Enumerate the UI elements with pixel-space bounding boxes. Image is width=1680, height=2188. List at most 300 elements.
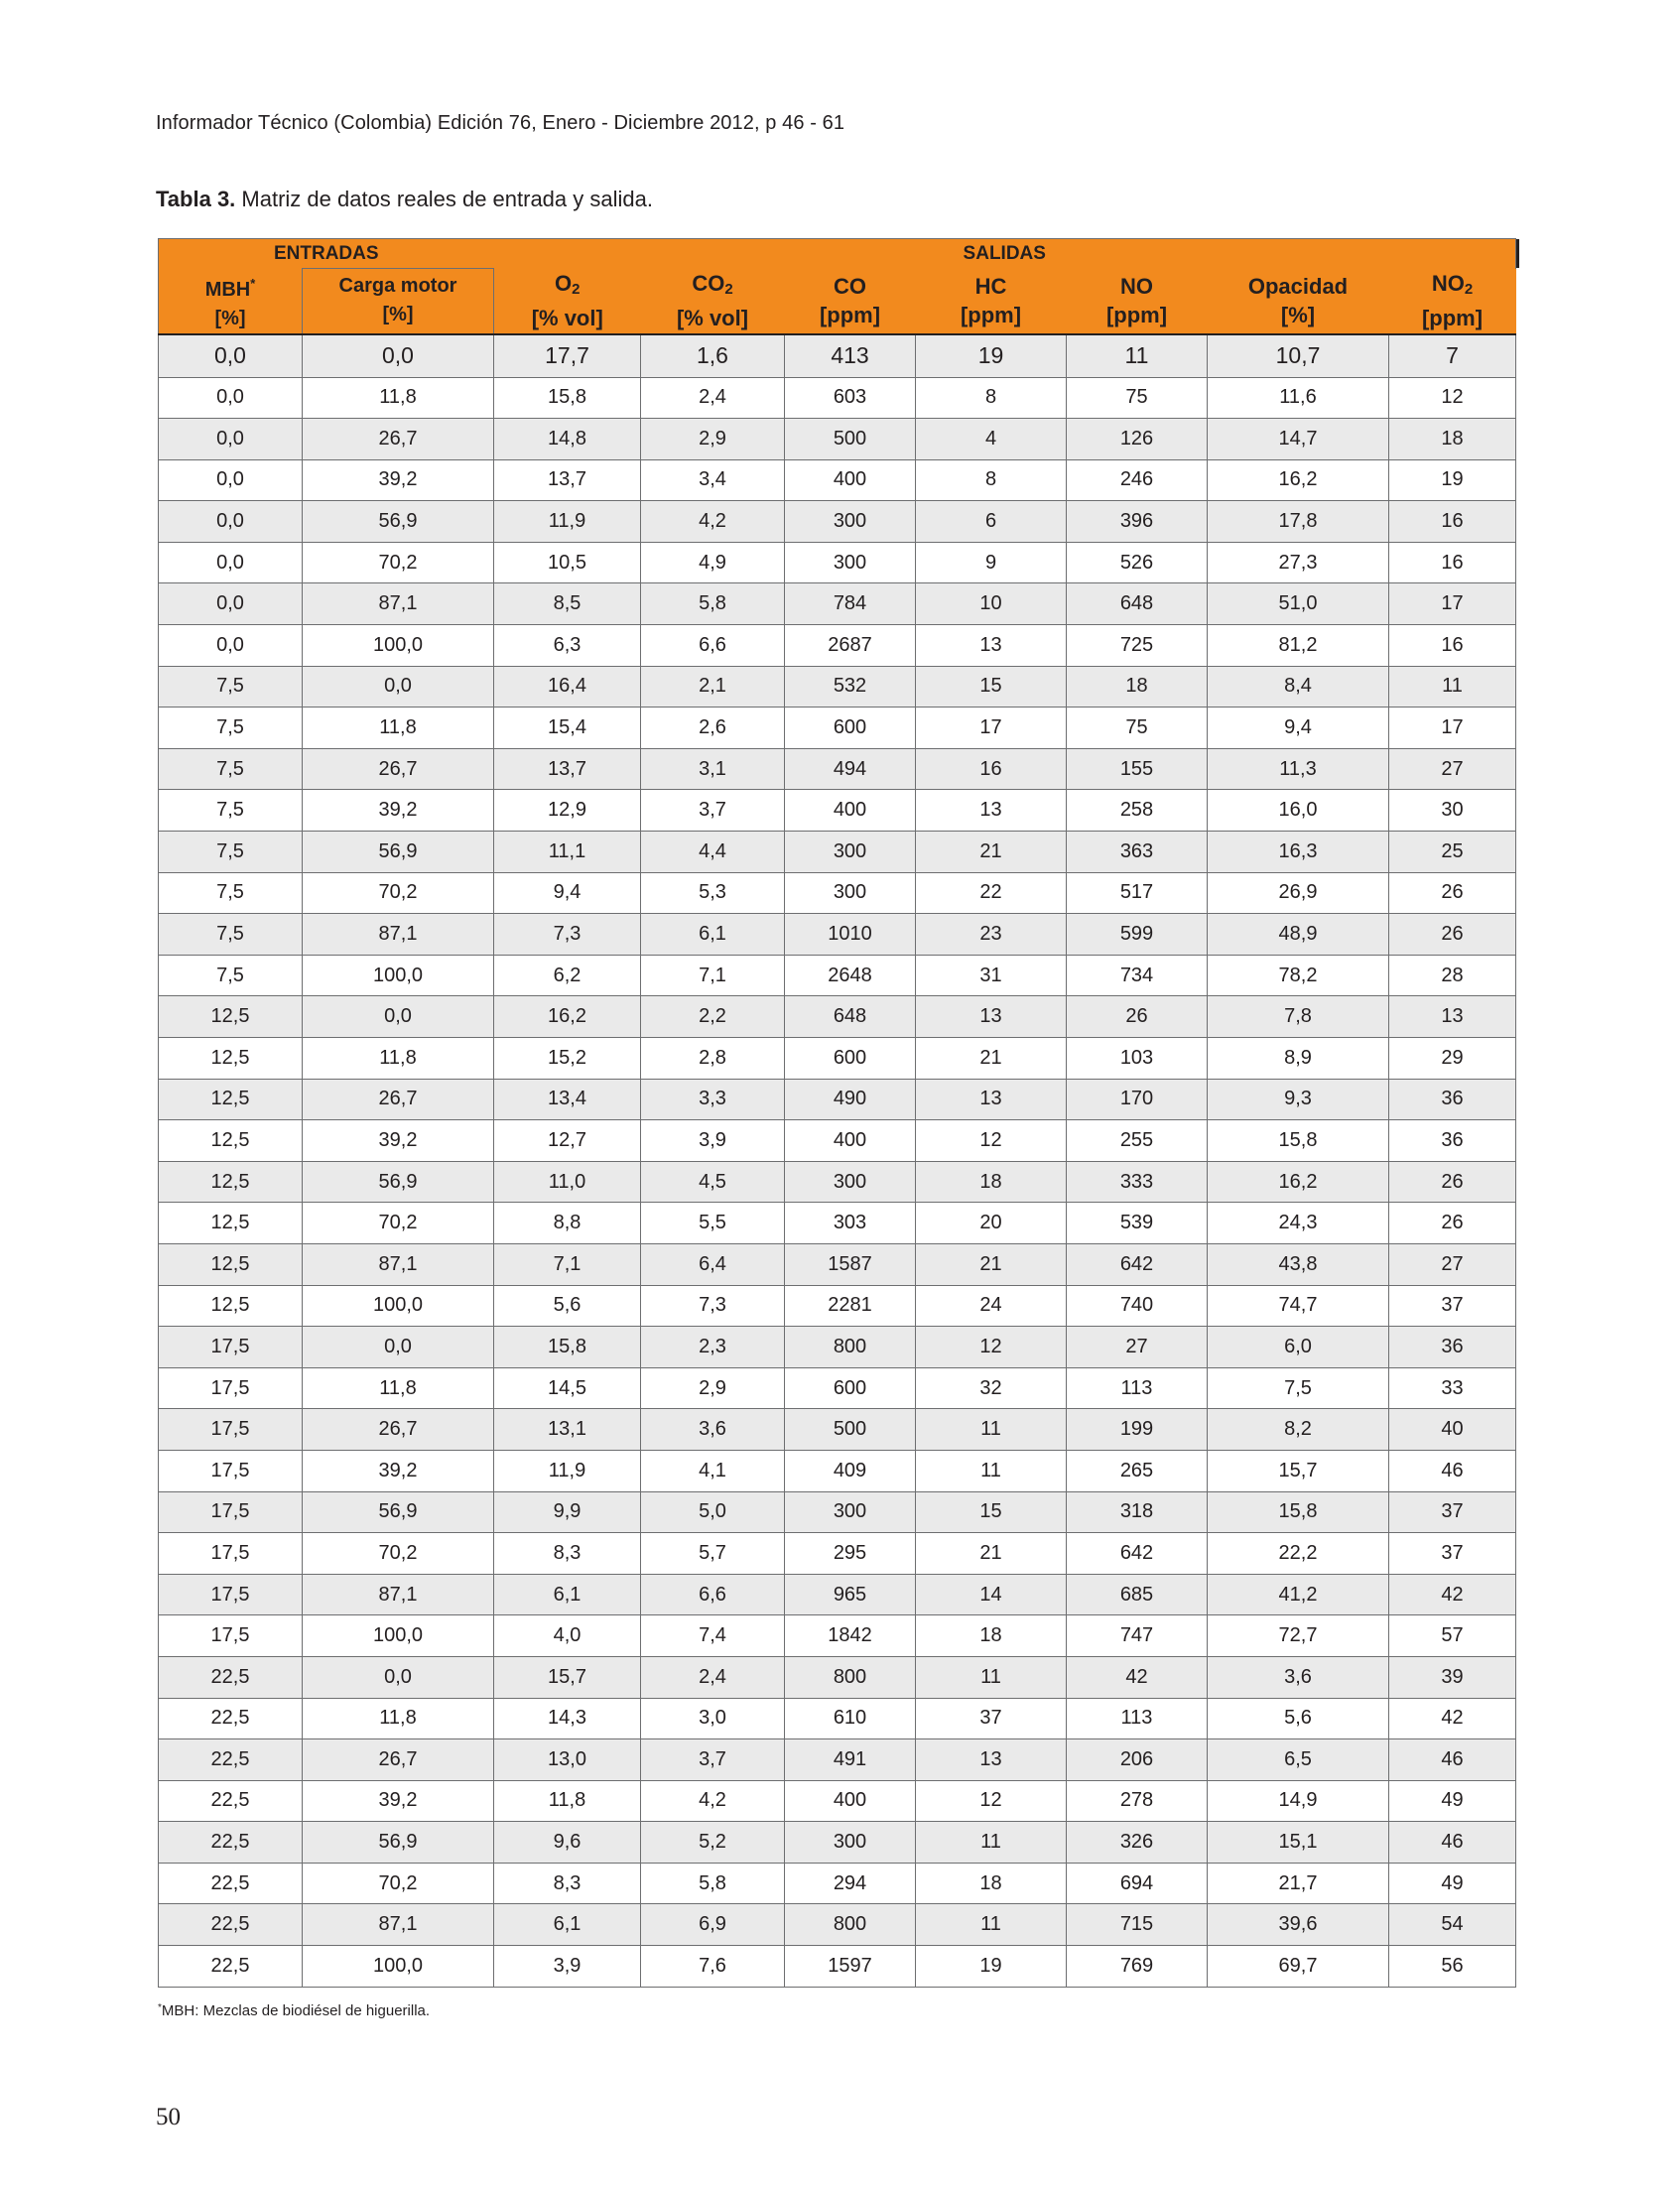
table-cell: 56,9 — [303, 1161, 494, 1203]
table-cell: 4,5 — [641, 1161, 785, 1203]
column-header-name: $NO_2$ — [1431, 271, 1474, 298]
column-header-name: $CO_2$ — [692, 271, 733, 298]
table-cell: 7,5 — [159, 748, 303, 790]
table-cell: 22,5 — [159, 1780, 303, 1822]
table-cell: 4,2 — [641, 501, 785, 543]
table-cell: 303 — [785, 1203, 916, 1244]
table-cell: 7 — [1389, 334, 1516, 378]
table-row — [159, 748, 1516, 790]
table-cell: 32 — [916, 1367, 1067, 1409]
table-cell: 4,1 — [641, 1450, 785, 1491]
table-cell: 7,4 — [641, 1615, 785, 1657]
table-cell: 87,1 — [303, 914, 494, 956]
table-row — [159, 1120, 1516, 1162]
table-row — [159, 1161, 1516, 1203]
table-cell: 800 — [785, 1327, 916, 1368]
table-cell: 13 — [916, 790, 1067, 832]
table-cell: 22,5 — [159, 1863, 303, 1904]
table-cell: 3,6 — [1208, 1656, 1389, 1698]
table-cell: 500 — [785, 419, 916, 460]
table-cell: 2,2 — [641, 996, 785, 1038]
table-cell: 4,2 — [641, 1780, 785, 1822]
column-header-name: Opacidad — [1247, 274, 1349, 299]
table-cell: 517 — [1067, 872, 1208, 914]
table-cell: 22,2 — [1208, 1533, 1389, 1575]
table-row — [159, 1946, 1516, 1988]
table-cell: 2281 — [785, 1285, 916, 1327]
table-cell: 15,2 — [494, 1038, 641, 1080]
table-cell: 26,7 — [303, 419, 494, 460]
table-cell: 103 — [1067, 1038, 1208, 1080]
table-cell: 965 — [785, 1574, 916, 1615]
table-cell: 56,9 — [303, 1822, 494, 1864]
table-cell: 100,0 — [303, 1285, 494, 1327]
table-cell: 500 — [785, 1409, 916, 1451]
table-cell: 9 — [916, 542, 1067, 583]
data-table-container — [158, 238, 1515, 1988]
table-cell: 6,1 — [494, 1574, 641, 1615]
table-cell: 0,0 — [159, 419, 303, 460]
table-cell: 740 — [1067, 1285, 1208, 1327]
subscript: 2 — [572, 281, 581, 298]
table-cell: 747 — [1067, 1615, 1208, 1657]
table-cell: 0,0 — [303, 996, 494, 1038]
table-cell: 26,7 — [303, 1409, 494, 1451]
table-row — [159, 1574, 1516, 1615]
table-cell: 18 — [1067, 666, 1208, 708]
table-cell: 100,0 — [303, 625, 494, 667]
group-header-entradas: ENTRADAS — [159, 239, 494, 269]
table-cell: 75 — [1067, 708, 1208, 749]
table-cell: 694 — [1067, 1863, 1208, 1904]
column-header-unit: [%] — [382, 304, 414, 326]
table-row — [159, 1739, 1516, 1781]
table-cell: 5,8 — [641, 1863, 785, 1904]
table-cell: 2,1 — [641, 666, 785, 708]
table-cell: 300 — [785, 1491, 916, 1533]
table-cell: 600 — [785, 1038, 916, 1080]
table-cell: 27 — [1389, 748, 1516, 790]
table-cell: 27,3 — [1208, 542, 1389, 583]
table-cell: 12,5 — [159, 1120, 303, 1162]
table-cell: 11,1 — [494, 832, 641, 873]
table-cell: 48,9 — [1208, 914, 1389, 956]
table-cell: 22,5 — [159, 1946, 303, 1988]
table-cell: 30 — [1389, 790, 1516, 832]
table-cell: 600 — [785, 708, 916, 749]
table-cell: 14,3 — [494, 1698, 641, 1739]
table-row — [159, 1285, 1516, 1327]
table-cell: 12 — [916, 1120, 1067, 1162]
table-cell: 22 — [916, 872, 1067, 914]
table-cell: 11,8 — [494, 1780, 641, 1822]
table-cell: 17,5 — [159, 1533, 303, 1575]
table-cell: 0,0 — [159, 377, 303, 419]
table-cell: 17,5 — [159, 1327, 303, 1368]
table-cell: 11 — [916, 1656, 1067, 1698]
table-row — [159, 1656, 1516, 1698]
table-cell: 300 — [785, 1161, 916, 1203]
table-cell: 27 — [1067, 1327, 1208, 1368]
table-cell: 7,3 — [641, 1285, 785, 1327]
table-cell: 2,6 — [641, 708, 785, 749]
table-cell: 19 — [1389, 459, 1516, 501]
table-cell: 21 — [916, 1533, 1067, 1575]
table-cell: 42 — [1389, 1698, 1516, 1739]
table-cell: 11,8 — [303, 377, 494, 419]
table-cell: 17,5 — [159, 1574, 303, 1615]
column-header-mbh — [159, 269, 303, 334]
table-cell: 75 — [1067, 377, 1208, 419]
table-cell: 49 — [1389, 1863, 1516, 1904]
table-cell: 27 — [1389, 1243, 1516, 1285]
table-cell: 39,6 — [1208, 1904, 1389, 1946]
table-row — [159, 542, 1516, 583]
table-cell: 12 — [1389, 377, 1516, 419]
table-cell: 0,0 — [159, 542, 303, 583]
table-cell: 14,9 — [1208, 1780, 1389, 1822]
table-cell: 3,1 — [641, 748, 785, 790]
table-cell: 11 — [916, 1409, 1067, 1451]
table-cell: 46 — [1389, 1739, 1516, 1781]
column-header-o2 — [494, 269, 641, 334]
table-cell: 87,1 — [303, 583, 494, 625]
table-row — [159, 996, 1516, 1038]
table-cell: 491 — [785, 1739, 916, 1781]
table-cell: 51,0 — [1208, 583, 1389, 625]
table-cell: 3,7 — [641, 790, 785, 832]
table-cell: 7,5 — [159, 708, 303, 749]
table-row — [159, 1038, 1516, 1080]
column-header-name: MBH* — [204, 275, 256, 301]
table-cell: 10 — [916, 583, 1067, 625]
table-cell: 12,5 — [159, 1038, 303, 1080]
table-cell: 8 — [916, 459, 1067, 501]
table-cell: 29 — [1389, 1038, 1516, 1080]
table-cell: 1587 — [785, 1243, 916, 1285]
column-header-unit: [%] — [1280, 303, 1316, 327]
page-number: 50 — [156, 2104, 181, 2130]
table-cell: 22,5 — [159, 1904, 303, 1946]
column-header-unit: [ppm] — [1421, 306, 1484, 330]
table-cell: 13,4 — [494, 1079, 641, 1120]
table-cell: 9,4 — [494, 872, 641, 914]
table-cell: 300 — [785, 872, 916, 914]
table-cell: 494 — [785, 748, 916, 790]
table-cell: 648 — [785, 996, 916, 1038]
table-cell: 9,3 — [1208, 1079, 1389, 1120]
table-row — [159, 1450, 1516, 1491]
table-cell: 13,7 — [494, 748, 641, 790]
table-cell: 13 — [1389, 996, 1516, 1038]
table-cell: 15 — [916, 666, 1067, 708]
table-cell: 1,6 — [641, 334, 785, 378]
table-cell: 13,0 — [494, 1739, 641, 1781]
table-cell: 8,8 — [494, 1203, 641, 1244]
table-cell: 26 — [1389, 1161, 1516, 1203]
table-cell: 17,5 — [159, 1367, 303, 1409]
table-cell: 3,9 — [494, 1946, 641, 1988]
table-row — [159, 1327, 1516, 1368]
table-cell: 413 — [785, 334, 916, 378]
table-cell: 42 — [1067, 1656, 1208, 1698]
table-cell: 12,5 — [159, 1203, 303, 1244]
column-header-name: CO — [834, 274, 866, 299]
table-cell: 17,5 — [159, 1409, 303, 1451]
table-cell: 610 — [785, 1698, 916, 1739]
table-cell: 255 — [1067, 1120, 1208, 1162]
table-cell: 20 — [916, 1203, 1067, 1244]
table-cell: 100,0 — [303, 955, 494, 996]
table-cell: 70,2 — [303, 1863, 494, 1904]
table-cell: 5,0 — [641, 1491, 785, 1533]
table-cell: 11 — [1389, 666, 1516, 708]
table-cell: 36 — [1389, 1120, 1516, 1162]
table-cell: 2,8 — [641, 1038, 785, 1080]
table-cell: 3,0 — [641, 1698, 785, 1739]
table-cell: 56,9 — [303, 501, 494, 543]
table-cell: 7,5 — [159, 790, 303, 832]
table-cell: 14,5 — [494, 1367, 641, 1409]
column-header-name: HC — [974, 274, 1007, 299]
table-cell: 70,2 — [303, 1203, 494, 1244]
table-cell: 5,8 — [641, 583, 785, 625]
footnote-text: MBH: Mezclas de biodiésel de higuerilla. — [161, 2002, 431, 2019]
table-cell: 13 — [916, 1739, 1067, 1781]
table-cell: 2687 — [785, 625, 916, 667]
table-cell: 18 — [916, 1863, 1067, 1904]
table-cell: 17,5 — [159, 1615, 303, 1657]
table-cell: 11,6 — [1208, 377, 1389, 419]
table-cell: 0,0 — [303, 666, 494, 708]
table-cell: 13,7 — [494, 459, 641, 501]
table-cell: 70,2 — [303, 542, 494, 583]
table-footnote — [158, 2002, 430, 2019]
table-cell: 7,1 — [641, 955, 785, 996]
table-row — [159, 832, 1516, 873]
table-row — [159, 377, 1516, 419]
table-cell: 42 — [1389, 1574, 1516, 1615]
table-cell: 11,8 — [303, 1367, 494, 1409]
table-cell: 734 — [1067, 955, 1208, 996]
table-row — [159, 914, 1516, 956]
table-cell: 599 — [1067, 914, 1208, 956]
table-cell: 265 — [1067, 1450, 1208, 1491]
table-cell: 199 — [1067, 1409, 1208, 1451]
table-cell: 8 — [916, 377, 1067, 419]
table-row — [159, 1904, 1516, 1946]
table-cell: 14,7 — [1208, 419, 1389, 460]
column-header-co — [785, 269, 916, 334]
table-cell: 56,9 — [303, 1491, 494, 1533]
table-cell: 13 — [916, 625, 1067, 667]
table-cell: 2,4 — [641, 1656, 785, 1698]
table-cell: 170 — [1067, 1079, 1208, 1120]
column-header-unit: [%] — [214, 307, 246, 329]
table-cell: 69,7 — [1208, 1946, 1389, 1988]
table-cell: 0,0 — [303, 334, 494, 378]
table-cell: 7,5 — [159, 666, 303, 708]
table-cell: 17,5 — [159, 1450, 303, 1491]
table-cell: 7,5 — [159, 872, 303, 914]
table-cell: 6,6 — [641, 1574, 785, 1615]
table-cell: 57 — [1389, 1615, 1516, 1657]
table-cell: 11,0 — [494, 1161, 641, 1203]
table-cell: 9,9 — [494, 1491, 641, 1533]
table-cell: 100,0 — [303, 1946, 494, 1988]
table-cell: 12 — [916, 1780, 1067, 1822]
table-row — [159, 1491, 1516, 1533]
table-cell: 39 — [1389, 1656, 1516, 1698]
table-cell: 784 — [785, 583, 916, 625]
table-cell: 10,7 — [1208, 334, 1389, 378]
table-cell: 22,5 — [159, 1822, 303, 1864]
table-cell: 539 — [1067, 1203, 1208, 1244]
table-row — [159, 708, 1516, 749]
group-header-row — [159, 239, 1516, 269]
table-cell: 800 — [785, 1904, 916, 1946]
column-header-row — [159, 269, 1516, 334]
table-cell: 15,8 — [494, 377, 641, 419]
table-cell: 16,2 — [1208, 459, 1389, 501]
table-cell: 400 — [785, 1120, 916, 1162]
table-cell: 12,7 — [494, 1120, 641, 1162]
table-cell: 19 — [916, 1946, 1067, 1988]
table-cell: 43,8 — [1208, 1243, 1389, 1285]
table-cell: 8,4 — [1208, 666, 1389, 708]
table-cell: 26 — [1389, 1203, 1516, 1244]
table-cell: 300 — [785, 1822, 916, 1864]
table-cell: 4 — [916, 419, 1067, 460]
table-cell: 400 — [785, 1780, 916, 1822]
table-cell: 21 — [916, 1038, 1067, 1080]
table-cell: 39,2 — [303, 1120, 494, 1162]
table-cell: 13,1 — [494, 1409, 641, 1451]
table-cell: 11 — [916, 1822, 1067, 1864]
table-cell: 400 — [785, 459, 916, 501]
table-cell: 206 — [1067, 1739, 1208, 1781]
table-cell: 532 — [785, 666, 916, 708]
table-cell: 11 — [916, 1904, 1067, 1946]
table-row — [159, 625, 1516, 667]
table-row — [159, 790, 1516, 832]
table-cell: 15,8 — [1208, 1120, 1389, 1162]
table-cell: 17 — [1389, 708, 1516, 749]
table-caption — [156, 187, 653, 212]
column-header-unit: [% vol] — [676, 306, 749, 330]
table-row — [159, 1533, 1516, 1575]
table-cell: 3,9 — [641, 1120, 785, 1162]
table-cell: 2,9 — [641, 1367, 785, 1409]
table-cell: 16,0 — [1208, 790, 1389, 832]
table-cell: 72,7 — [1208, 1615, 1389, 1657]
table-cell: 9,6 — [494, 1822, 641, 1864]
table-cell: 7,1 — [494, 1243, 641, 1285]
table-cell: 2,9 — [641, 419, 785, 460]
table-cell: 10,5 — [494, 542, 641, 583]
table-cell: 17,7 — [494, 334, 641, 378]
table-cell: 22,5 — [159, 1739, 303, 1781]
table-row — [159, 1698, 1516, 1739]
table-cell: 13 — [916, 996, 1067, 1038]
column-header-carga-motor — [303, 269, 494, 334]
table-cell: 17 — [916, 708, 1067, 749]
table-cell: 14,8 — [494, 419, 641, 460]
table-row — [159, 459, 1516, 501]
running-header: Informador Técnico (Colombia) Edición 76, Enero - Diciembre 2012, p 46 - 61 — [156, 112, 845, 134]
table-cell: 0,0 — [303, 1656, 494, 1698]
table-cell: 603 — [785, 377, 916, 419]
table-cell: 396 — [1067, 501, 1208, 543]
table-cell: 7,5 — [159, 914, 303, 956]
table-cell: 11,3 — [1208, 748, 1389, 790]
table-cell: 33 — [1389, 1367, 1516, 1409]
table-cell: 7,3 — [494, 914, 641, 956]
table-cell: 23 — [916, 914, 1067, 956]
table-cell: 26,7 — [303, 1739, 494, 1781]
subscript: 2 — [724, 281, 733, 298]
table-cell: 1842 — [785, 1615, 916, 1657]
table-cell: 39,2 — [303, 459, 494, 501]
table-cell: 13 — [916, 1079, 1067, 1120]
table-cell: 81,2 — [1208, 625, 1389, 667]
table-cell: 11 — [916, 1450, 1067, 1491]
column-header-unit: [ppm] — [960, 303, 1022, 327]
table-cell: 21 — [916, 832, 1067, 873]
table-cell: 300 — [785, 542, 916, 583]
table-cell: 54 — [1389, 1904, 1516, 1946]
table-cell: 87,1 — [303, 1574, 494, 1615]
table-cell: 300 — [785, 501, 916, 543]
table-row — [159, 1863, 1516, 1904]
table-cell: 78,2 — [1208, 955, 1389, 996]
table-cell: 6,5 — [1208, 1739, 1389, 1781]
table-cell: 326 — [1067, 1822, 1208, 1864]
table-cell: 600 — [785, 1367, 916, 1409]
table-cell: 11,8 — [303, 708, 494, 749]
table-cell: 246 — [1067, 459, 1208, 501]
table-cell: 0,0 — [159, 583, 303, 625]
table-cell: 26,9 — [1208, 872, 1389, 914]
table-row — [159, 501, 1516, 543]
table-cell: 17,8 — [1208, 501, 1389, 543]
table-cell: 18 — [916, 1161, 1067, 1203]
table-cell: 318 — [1067, 1491, 1208, 1533]
table-cell: 46 — [1389, 1450, 1516, 1491]
table-cell: 5,7 — [641, 1533, 785, 1575]
column-header-opacidad — [1208, 269, 1389, 334]
table-cell: 294 — [785, 1863, 916, 1904]
caption-text: Matriz de datos reales de entrada y salida. — [235, 187, 653, 211]
table-cell: 16,4 — [494, 666, 641, 708]
table-cell: 8,2 — [1208, 1409, 1389, 1451]
table-cell: 22,5 — [159, 1698, 303, 1739]
group-header-salidas: SALIDAS — [494, 239, 1516, 269]
table-cell: 26 — [1067, 996, 1208, 1038]
table-cell: 40 — [1389, 1409, 1516, 1451]
table-cell: 155 — [1067, 748, 1208, 790]
table-cell: 87,1 — [303, 1904, 494, 1946]
table-cell: 16 — [1389, 501, 1516, 543]
table-cell: 6,2 — [494, 955, 641, 996]
table-cell: 9,4 — [1208, 708, 1389, 749]
table-cell: 12,9 — [494, 790, 641, 832]
column-header-unit: [ppm] — [1105, 303, 1168, 327]
table-cell: 56,9 — [303, 832, 494, 873]
table-cell: 12,5 — [159, 1243, 303, 1285]
table-cell: 100,0 — [303, 1615, 494, 1657]
column-header-no — [1067, 269, 1208, 334]
